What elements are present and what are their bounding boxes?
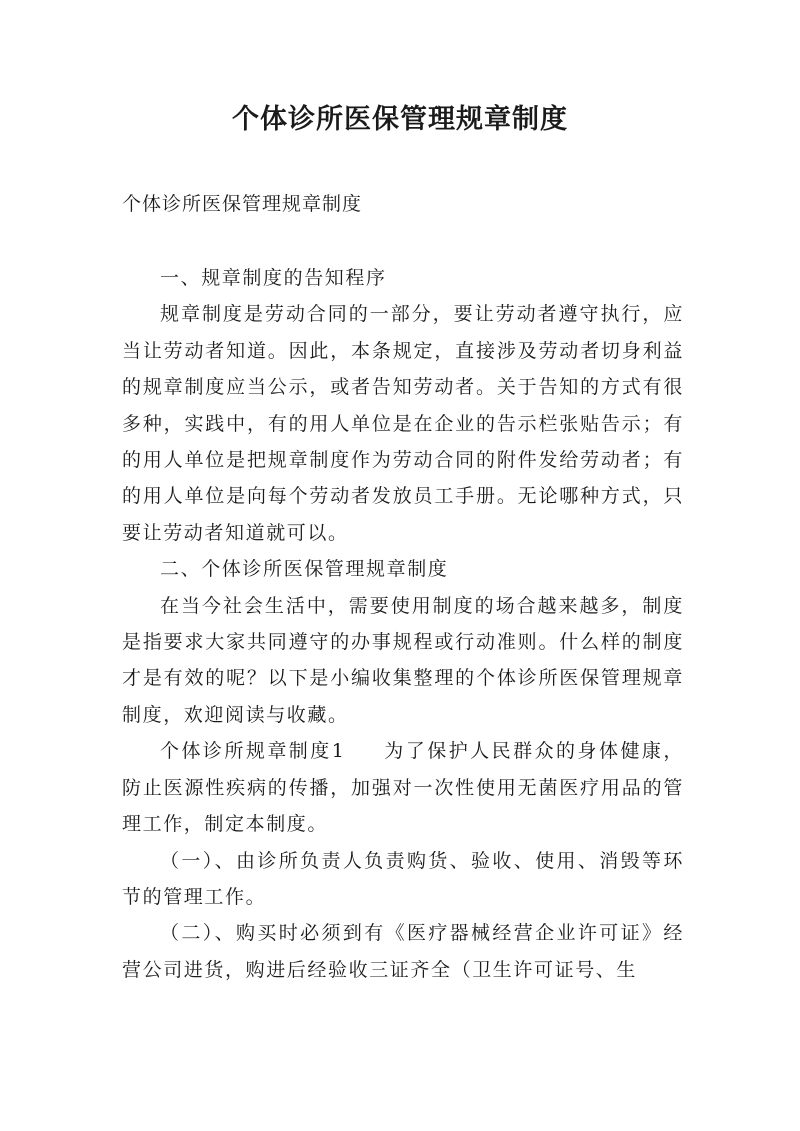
paragraph-item-1: （一）、由诊所负责人负责购货、验收、使用、消毁等环节的管理工作。 bbox=[122, 849, 684, 908]
document-title: 个体诊所医保管理规章制度 bbox=[232, 104, 568, 135]
rule-label: 个体诊所规章制度1 bbox=[160, 740, 346, 763]
section-heading-1: 一、规章制度的告知程序 bbox=[160, 267, 387, 289]
document-subtitle: 个体诊所医保管理规章制度 bbox=[122, 193, 363, 215]
document-body bbox=[122, 260, 684, 988]
paragraph-rule-1 bbox=[122, 733, 684, 842]
section-heading-2: 二、个体诊所医保管理规章制度 bbox=[160, 558, 449, 581]
paragraph-intro: 在当今社会生活中，需要使用制度的场合越来越多，制度是指要求大家共同遵守的办事规程或行动准则。什么样的制度才是有效的呢？以下是小编收集整理的个体诊所医保管理规章制度，欢迎阅读与收藏。 bbox=[122, 594, 684, 726]
paragraph-notification: 规章制度是劳动合同的一部分，要让劳动者遵守执行，应当让劳动者知道。因此，本条规定，直接涉及劳动者切身利益的规章制度应当公示，或者告知劳动者。关于告知的方式有很多种，实践中，有的用人单位是在企业的告示栏张贴告示；有的用人单位是把规章制度作为劳动合同的附件发给劳动者；有的用人单位是向每个劳动者发放员工手册。无论哪种方式，只要让劳动者知道就可以。 bbox=[122, 303, 684, 544]
paragraph-item-2: （二）、购买时必须到有《医疗器械经营企业许可证》经营公司进货，购进后经验收三证齐全（卫生许可证号、生 bbox=[122, 922, 684, 981]
rule-text: 为了保护人民群众的身体健康，防止医源性疾病的传播，加强对一次性使用无菌医疗用品的管理工作，制定本制度。 bbox=[122, 740, 684, 836]
